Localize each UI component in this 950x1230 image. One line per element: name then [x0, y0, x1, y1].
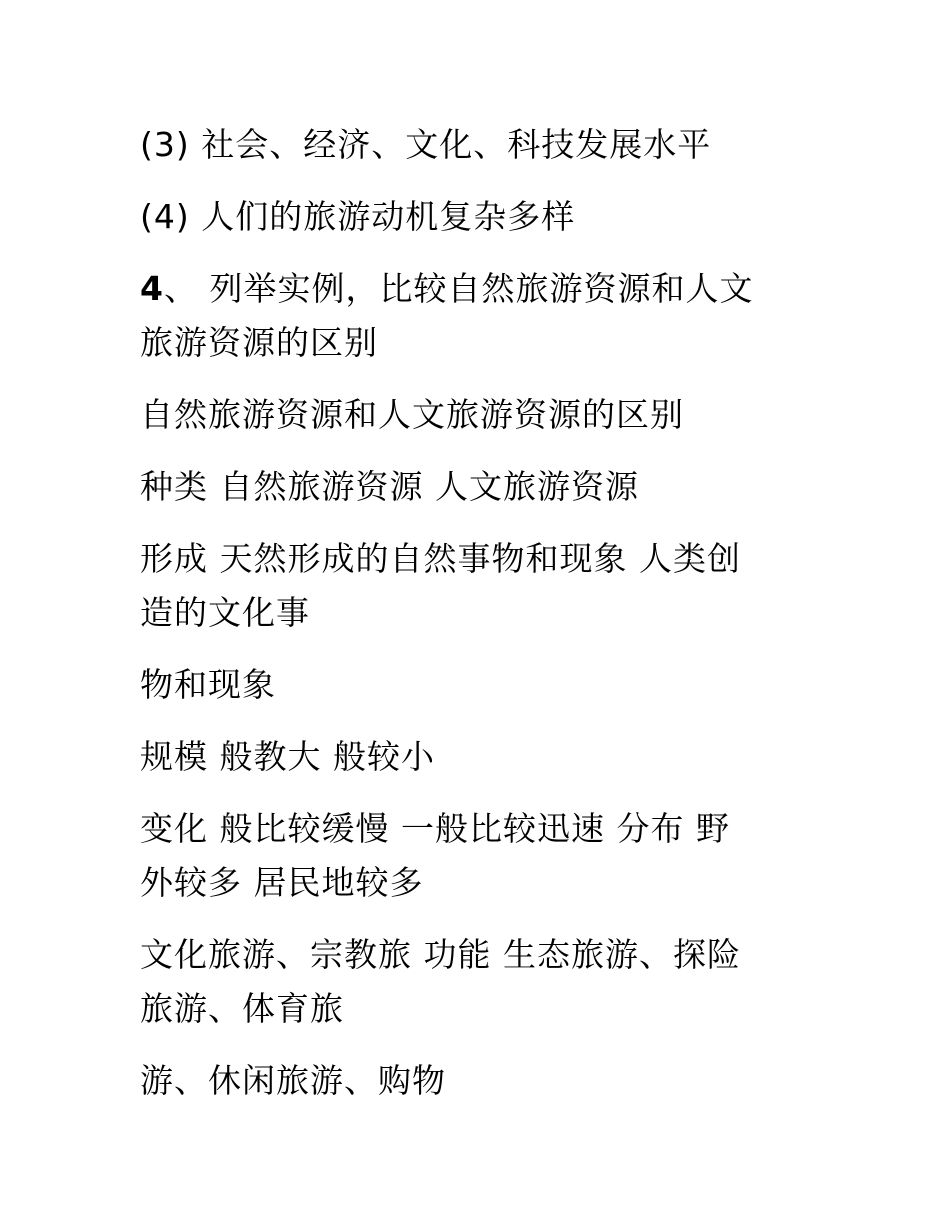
text-line: 文化旅游、宗教旅 功能 生态旅游、探险	[140, 935, 741, 974]
text-line: 种类 自然旅游资源 人文旅游资源	[140, 467, 639, 506]
text-line: 外较多 居民地较多	[140, 863, 424, 902]
paragraph-8	[140, 730, 820, 784]
text-line: 变化 般比较缓慢 一般比较迅速 分布 野	[140, 809, 730, 848]
text-line: (3) 社会、经济、文化、科技发展水平	[140, 125, 712, 164]
question-text: 、 列举实例，比较自然旅游资源和人文	[163, 269, 754, 308]
text-line: 旅游、体育旅	[140, 989, 344, 1028]
paragraph-5	[140, 460, 820, 514]
question-number: 4	[140, 269, 164, 308]
text-line: (4) 人们的旅游动机复杂多样	[140, 197, 576, 236]
question-4	[140, 262, 820, 370]
text-line: 自然旅游资源和人文旅游资源的区别	[140, 395, 684, 434]
paragraph-2	[140, 190, 820, 244]
paragraph-1	[140, 118, 820, 172]
document-page	[140, 118, 820, 1126]
text-line: 造的文化事	[140, 593, 310, 632]
paragraph-6	[140, 532, 820, 640]
text-line	[140, 262, 820, 316]
text-line: 游、休闲旅游、购物	[140, 1061, 446, 1100]
paragraph-9	[140, 802, 820, 910]
text-line: 规模 般教大 般较小	[140, 737, 435, 776]
text-line: 形成 天然形成的自然事物和现象 人类创	[140, 539, 741, 578]
paragraph-4	[140, 388, 820, 442]
paragraph-7	[140, 658, 820, 712]
text-line: 物和现象	[140, 665, 276, 704]
text-line: 旅游资源的区别	[140, 323, 378, 362]
paragraph-10	[140, 928, 820, 1036]
paragraph-11	[140, 1054, 820, 1108]
